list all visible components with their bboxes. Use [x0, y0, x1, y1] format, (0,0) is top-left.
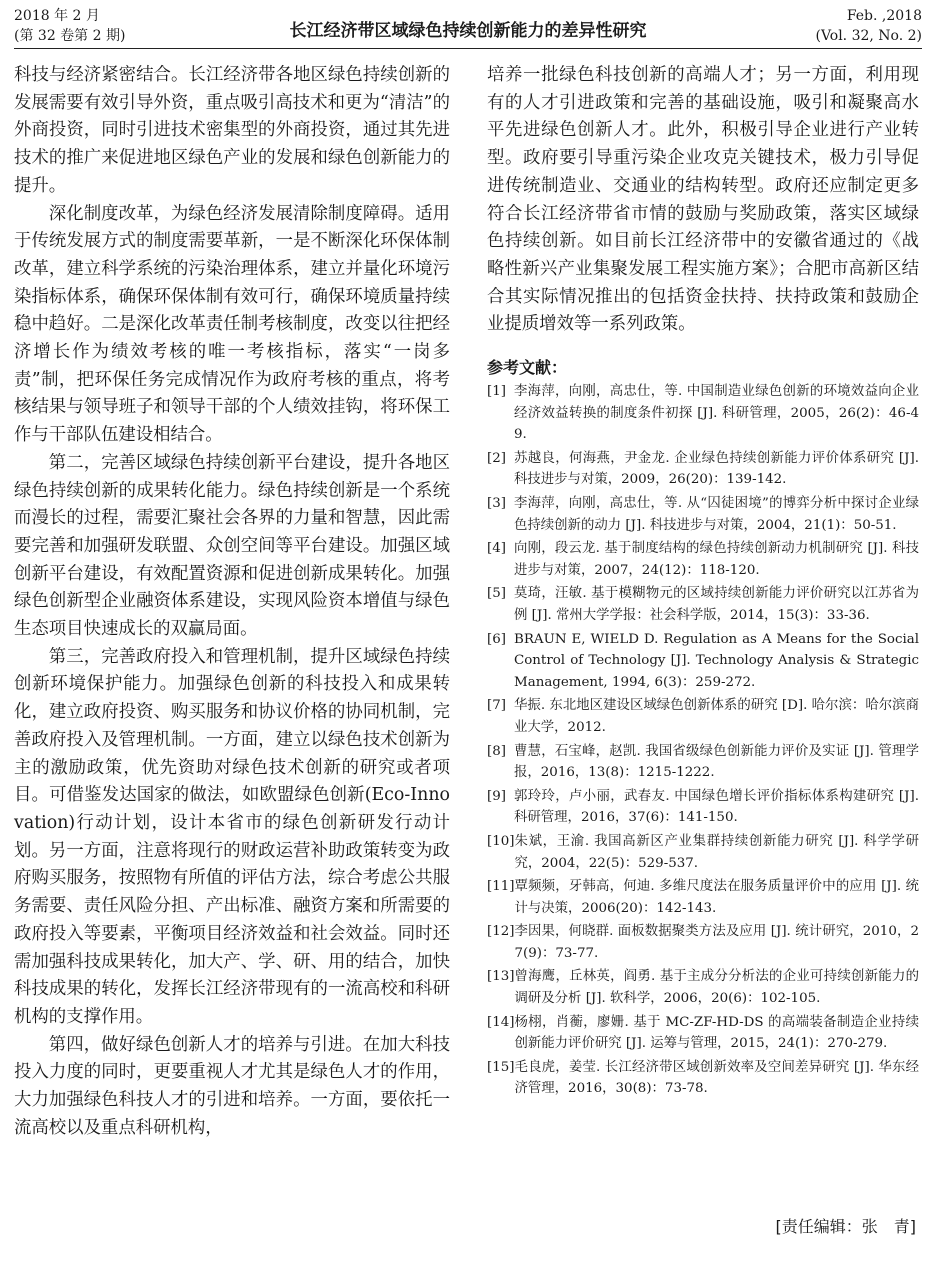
reference-text: 苏越良，何海燕，尹金龙. 企业绿色持续创新能力评价体系研究 [J]. 科技进步与对策，2009，26(20)：139-142.: [514, 450, 919, 488]
reference-number: [3]: [487, 496, 506, 511]
reference-text: 郭玲玲，卢小丽，武春友. 中国绿色增长评价指标体系构建研究 [J]. 科研管理，2016，37(6)：141-150.: [514, 788, 919, 826]
reference-text: 莫琦，汪敏. 基于模糊物元的区域持续创新能力评价研究以江苏省为例 [J]. 常州大学学报：社会科学版，2014，15(3)：33-36.: [514, 586, 919, 623]
reference-item: [487, 538, 919, 581]
reference-number: [12]: [487, 924, 515, 940]
reference-number: [8]: [487, 743, 506, 759]
left-column: [14, 62, 450, 1142]
reference-number: [14]: [487, 1014, 515, 1030]
references-heading: 参考文献：: [487, 358, 568, 378]
body-paragraph: 科技与经济紧密结合。长江经济带各地区绿色持续创新的发展需要有效引导外资，重点吸引高技术和更为“清洁”的外商投资，同时引进技术密集型的外商投资，通过其先进技术的推广来促进地区绿色产业的发展和绿色创新能力的提升。: [14, 65, 450, 196]
reference-item: [487, 786, 919, 829]
responsible-editor: [责任编辑：张 青]: [775, 1217, 916, 1236]
reference-list: [487, 381, 919, 1100]
issue-date-line1: 2018 年 2 月: [14, 8, 100, 24]
reference-item: [487, 966, 919, 1009]
reference-text: 曾海鹰，丘林英，阎勇. 基于主成分分析法的企业可持续创新能力的调研及分析 [J]. 软科学，2006，20(6)：102-105.: [514, 969, 919, 1007]
reference-number: [10]: [487, 833, 515, 849]
reference-item: [487, 1012, 919, 1055]
body-paragraph: 第四，做好绿色创新人才的培养与引进。在加大科技投入力度的同时，更要重视人才尤其是绿色人才的作用，大力加强绿色科技人才的引进和培养。一方面，要依托一流高校以及重点科研机构，: [14, 1034, 450, 1138]
reference-text: 向刚，段云龙. 基于制度结构的绿色持续创新动力机制研究 [J]. 科技进步与对策，2007，24(12)：118-120.: [514, 541, 919, 578]
running-header: [14, 4, 922, 49]
reference-item: [487, 876, 919, 919]
body-paragraph: 第三，完善政府投入和管理机制，提升区域绿色持续创新环境保护能力。加强绿色创新的科技投入和成果转化，建立政府投资、购买服务和协议价格的协同机制，完善政府投入及管理机制。一方面，建立以绿色技术创新为主的激励政策，优先资助对绿色技术创新的研究或者项目。可借鉴发达国家的做法，如欧盟绿色创新(Eco-Innovation)行动计划，设计本省市的绿色创新研发行动计划。另一方面，注意将现行的财政运营补助政策转变为政府购买服务，按照物有所值的评估方法，综合考虑公共服务需要、责任风险分担、产出标准、融资方案和所需要的政府投入等要素，平衡项目经济效益和社会效益。同时还需加强科技成果转化，加大产、学、研、用的结合，加快科技成果的转化，发挥长江经济带现有的一流高校和科研机构的支撑作用。: [14, 646, 450, 1027]
reference-number: [7]: [487, 698, 506, 714]
reference-number: [6]: [487, 631, 506, 647]
reference-number: [1]: [487, 384, 506, 400]
reference-text: 覃频频，牙韩高，何迪. 多维尺度法在服务质量评价中的应用 [J]. 统计与决策，2006(20)：142-143.: [514, 879, 919, 916]
reference-item: [487, 448, 919, 491]
reference-item: [487, 493, 919, 536]
reference-item: [487, 1057, 919, 1100]
reference-item: [487, 741, 919, 784]
reference-item: [487, 695, 919, 738]
reference-number: [9]: [487, 788, 506, 804]
reference-item: [487, 831, 919, 874]
issue-date-en: [815, 6, 922, 46]
reference-item: [487, 629, 919, 694]
reference-item: [487, 921, 919, 964]
reference-text: BRAUN E, WIELD D. Regulation as A Means for the Social Control of Technology [J]. Technology Analysis & Strategic Management, 1994, 6(3)：259-272.: [514, 631, 919, 690]
reference-text: 李海萍，向刚，高忠仕，等. 从“囚徒困境”的博弈分析中探讨企业绿色持续创新的动力 [J]. 科技进步与对策，2004，21(1)：50-51.: [514, 496, 919, 533]
reference-text: 杨栩，肖蘅，廖姗. 基于 MC-ZF-HD-DS 的高端装备制造企业持续创新能力评价研究 [J]. 运筹与管理，2015，24(1)：270-279.: [514, 1014, 919, 1052]
body-paragraph: 第二，完善区域绿色持续创新平台建设，提升各地区绿色持续创新的成果转化能力。绿色持续创新是一个系统而漫长的过程，需要汇聚社会各界的力量和智慧，因此需要完善和加强研发联盟、众创空间等平台建设。加强区域创新平台建设，有效配置资源和促进创新成果转化。加强绿色创新型企业融资体系建设，实现风险资本增值与绿色生态项目快速成长的双赢局面。: [14, 452, 450, 640]
reference-text: 曹慧，石宝峰，赵凯. 我国省级绿色创新能力评价及实证 [J]. 管理学报，2016，13(8)：1215-1222.: [514, 743, 919, 781]
reference-number: [15]: [487, 1059, 515, 1075]
reference-number: [2]: [487, 450, 506, 466]
reference-item: [487, 583, 919, 626]
right-column: [487, 62, 919, 1102]
issue-volume-line2: (第 32 卷第 2 期): [14, 28, 126, 44]
body-paragraph: 深化制度改革，为绿色经济发展清除制度障碍。适用于传统发展方式的制度需要革新，一是不断深化环保体制改革，建立科学系统的污染治理体系，建立并量化环境污染指标体系，确保环保体制有效可行，确保环境质量持续稳中趋好。二是深化改革责任制考核制度，改变以往把经济增长作为绩效考核的唯一考核指标，落实“一岗多责”制，把环保任务完成情况作为政府考核的重点，将考核结果与领导班子和领导干部的个人绩效挂钩，将环保工作与干部队伍建设相结合。: [14, 203, 450, 446]
reference-text: 李因果，何晓群. 面板数据聚类方法及应用 [J]. 统计研究，2010，27(9)：73-77.: [514, 924, 919, 961]
issue-date-en-line1: Feb. ,2018: [846, 8, 922, 24]
reference-text: 朱斌，王渝. 我国高新区产业集群持续创新能力研究 [J]. 科学学研究，2004，22(5)：529-537.: [514, 833, 919, 871]
reference-number: [11]: [487, 879, 515, 895]
issue-volume-en-line2: (Vol. 32, No. 2): [815, 28, 922, 44]
reference-item: [487, 381, 919, 446]
reference-text: 李海萍，向刚，高忠仕，等. 中国制造业绿色创新的环境效益向企业经济效益转换的制度条件初探 [J]. 科研管理，2005，26(2)：46-49.: [514, 384, 919, 443]
reference-text: 毛良虎，姜莹. 长江经济带区域创新效率及空间差异研究 [J]. 华东经济管理，2016，30(8)：73-78.: [514, 1059, 919, 1097]
reference-text: 华振. 东北地区建设区域绿色创新体系的研究 [D]. 哈尔滨：哈尔滨商业大学，2012.: [514, 698, 919, 735]
running-title: 长江经济带区域绿色持续创新能力的差异性研究: [289, 21, 647, 41]
reference-number: [4]: [487, 541, 506, 557]
reference-number: [13]: [487, 969, 515, 985]
reference-number: [5]: [487, 586, 506, 602]
body-paragraph: 培养一批绿色科技创新的高端人才；另一方面，利用现有的人才引进政策和完善的基础设施，吸引和凝聚高水平先进绿色创新人才。此外，积极引导企业进行产业转型。政府要引导重污染企业攻克关键技术，极力引导促进传统制造业、交通业的结构转型。政府还应制定更多符合长江经济带省市情的鼓励与奖励政策，落实区域绿色持续创新。如目前长江经济带中的安徽省通过的《战略性新兴产业集聚发展工程实施方案》；合肥市高新区结合其实际情况推出的包括资金扶持、扶持政策和鼓励企业提质增效等一系列政策。: [487, 65, 919, 335]
